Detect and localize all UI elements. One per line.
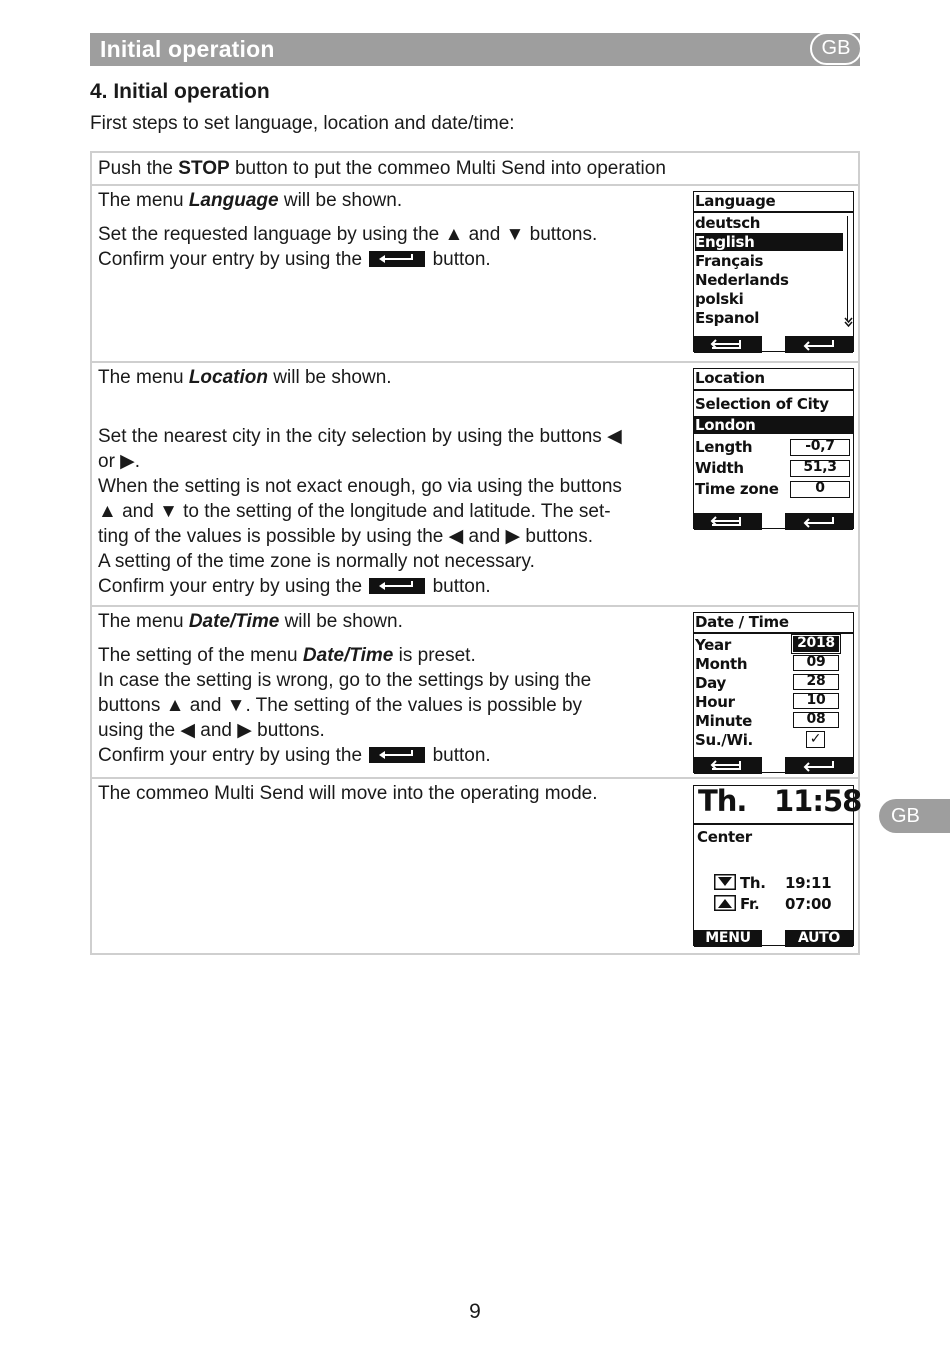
language-option: Nederlands — [695, 271, 789, 289]
length-label: Length — [695, 438, 753, 456]
page-number: 9 — [469, 1300, 481, 1323]
day-label: Day — [695, 674, 726, 692]
instruction-line: The commeo Multi Send will move into the operating mode. — [98, 783, 598, 804]
shutter-up-icon — [714, 895, 736, 911]
instruction-line: A setting of the time zone is normally not necessary. — [98, 551, 535, 572]
menu-softkey: MENU — [694, 930, 762, 947]
instruction-line: ▲ and ▼ to the setting of the longitude and latitude. The set- — [98, 501, 611, 522]
minute-value: 08 — [793, 712, 839, 728]
instruction-line: ting of the values is possible by using the ◀ and ▶ buttons. — [98, 526, 594, 547]
step-location-text — [98, 365, 673, 599]
text-span: button to put the commeo Multi Send into operation — [229, 158, 666, 179]
intro-text: First steps to set language, location and date/time: — [90, 113, 515, 134]
length-value: -0,7 — [790, 439, 850, 456]
scroll-down-icon — [844, 316, 853, 328]
instruction-line: In case the setting is wrong, go to the settings by using the — [98, 670, 592, 691]
back-icon — [708, 336, 748, 353]
enter-button-icon — [369, 578, 425, 594]
minute-label: Minute — [695, 712, 752, 730]
enter-button-icon — [369, 251, 425, 267]
step-stop-text — [98, 156, 838, 181]
language-screen — [693, 191, 854, 352]
screen-title: Date / Time — [695, 613, 789, 631]
datetime-screen — [693, 612, 854, 773]
step-datetime-text — [98, 609, 673, 768]
steps-table — [90, 151, 860, 955]
city-selection-label: Selection of City — [695, 395, 829, 413]
group-name: Center — [697, 828, 752, 846]
step-row-stop — [92, 153, 858, 186]
language-option: Français — [695, 252, 764, 270]
text-span: Confirm your entry by using the — [98, 249, 368, 270]
menu-name: Location — [188, 367, 268, 388]
text-span: The setting of the menu — [98, 645, 303, 666]
month-label: Month — [695, 655, 748, 673]
menu-name: Date/Time — [188, 611, 280, 632]
text-span: button. — [427, 249, 491, 270]
enter-softkey — [785, 513, 853, 530]
operating-screen — [693, 784, 862, 946]
language-option: deutsch — [695, 214, 761, 232]
instruction-line: Set the nearest city in the city selection by using the buttons ◀ — [98, 426, 622, 447]
header-bar — [90, 33, 860, 66]
header-title: Initial operation — [100, 36, 275, 62]
text-span: Confirm your entry by using the — [98, 576, 368, 597]
next-up-day: Fr. — [740, 895, 760, 913]
current-time: 11:58 — [774, 784, 862, 818]
next-down-time: 19:11 — [785, 874, 832, 892]
screen-title: Language — [695, 192, 776, 210]
back-softkey — [694, 757, 762, 774]
step-language-text — [98, 188, 673, 272]
time-zone-value: 0 — [790, 481, 850, 498]
text-span: button. — [427, 576, 491, 597]
instruction-line: or ▶. — [98, 451, 141, 472]
time-zone-label: Time zone — [695, 480, 779, 498]
section-heading: 4. Initial operation — [90, 80, 270, 103]
instruction-line: When the setting is not exact enough, go via using the buttons — [98, 476, 622, 497]
text-span: The menu — [98, 367, 189, 388]
step-row-operating — [92, 779, 862, 955]
text-span: will be shown. — [278, 190, 403, 211]
month-value: 09 — [793, 655, 839, 671]
instruction-line: buttons ▲ and ▼. The setting of the values is possible by — [98, 695, 583, 716]
text-span: The menu — [98, 190, 189, 211]
summer-winter-label: Su./Wi. — [695, 731, 753, 749]
current-day: Th. — [698, 784, 747, 818]
day-value: 28 — [793, 674, 839, 690]
text-span: The menu — [98, 611, 189, 632]
shutter-down-icon — [714, 874, 736, 890]
back-icon — [708, 513, 748, 530]
step-row-language — [92, 186, 858, 363]
language-option-selected: English — [695, 233, 843, 251]
enter-softkey — [785, 336, 853, 353]
side-language-tab: GB — [879, 799, 950, 833]
stop-keyword: STOP — [178, 158, 230, 179]
year-value: 2018 — [793, 636, 839, 652]
instruction-line: using the ◀ and ▶ buttons. — [98, 720, 325, 741]
enter-softkey — [785, 757, 853, 774]
screen-title: Location — [695, 369, 765, 387]
width-value: 51,3 — [790, 460, 850, 477]
auto-softkey: AUTO — [785, 930, 853, 947]
city-value: London — [694, 416, 853, 434]
back-softkey — [694, 513, 762, 530]
menu-name: Date/Time — [302, 645, 394, 666]
enter-icon — [799, 757, 839, 774]
text-span: button. — [427, 745, 491, 766]
language-option: polski — [695, 290, 744, 308]
back-softkey — [694, 336, 762, 353]
next-down-day: Th. — [740, 874, 766, 892]
back-icon — [708, 757, 748, 774]
next-up-time: 07:00 — [785, 895, 832, 913]
year-label: Year — [695, 636, 731, 654]
summer-winter-checkbox: ✓ — [806, 731, 825, 748]
text-span: will be shown. — [279, 611, 403, 632]
width-label: Width — [695, 459, 744, 477]
location-screen — [693, 368, 854, 529]
enter-icon — [799, 513, 839, 530]
step-row-location — [92, 363, 858, 607]
scrollbar — [847, 216, 848, 320]
hour-value: 10 — [793, 693, 839, 709]
hour-label: Hour — [695, 693, 735, 711]
enter-button-icon — [369, 747, 425, 763]
text-span: is preset. — [393, 645, 476, 666]
instruction-line: Set the requested language by using the ▲ and ▼ buttons. — [98, 224, 598, 245]
text-span: Confirm your entry by using the — [98, 745, 368, 766]
language-option: Espanol — [695, 309, 760, 327]
menu-name: Language — [188, 190, 279, 211]
step-row-datetime — [92, 607, 858, 779]
text-span: will be shown. — [268, 367, 392, 388]
step-operating-text — [98, 781, 673, 806]
language-badge: GB — [810, 32, 862, 65]
text-span: Push the — [98, 158, 179, 179]
enter-icon — [799, 336, 839, 353]
